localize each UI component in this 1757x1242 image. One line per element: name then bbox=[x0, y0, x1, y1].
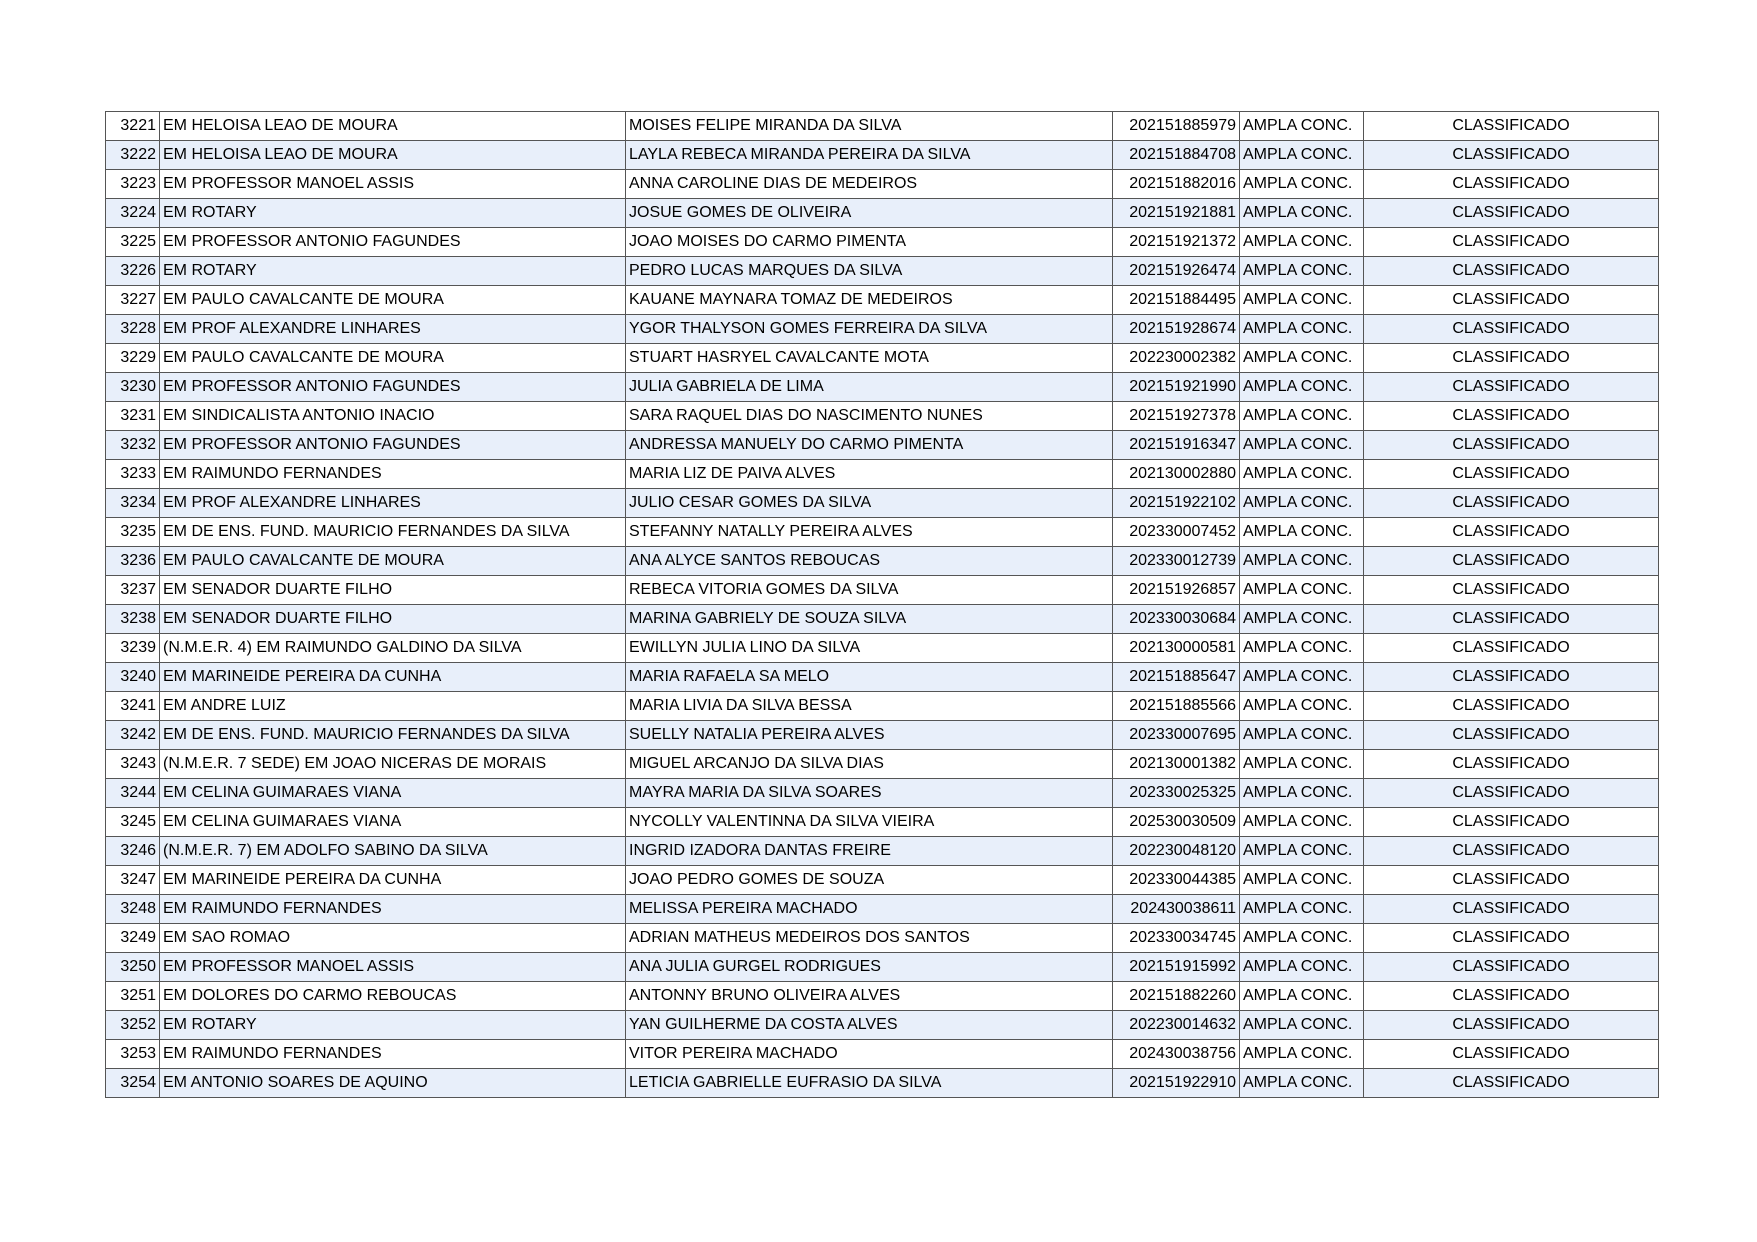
modality-cell: AMPLA CONC. bbox=[1240, 373, 1364, 402]
row-number-cell: 3232 bbox=[106, 431, 160, 460]
student-name-cell: LAYLA REBECA MIRANDA PEREIRA DA SILVA bbox=[626, 141, 1113, 170]
school-cell: EM PROFESSOR ANTONIO FAGUNDES bbox=[160, 228, 626, 257]
status-cell: CLASSIFICADO bbox=[1364, 605, 1659, 634]
registration-cell: 202151882016 bbox=[1113, 170, 1240, 199]
registration-cell: 202151882260 bbox=[1113, 982, 1240, 1011]
school-cell: EM ANTONIO SOARES DE AQUINO bbox=[160, 1069, 626, 1098]
student-name-cell: ANA JULIA GURGEL RODRIGUES bbox=[626, 953, 1113, 982]
modality-cell: AMPLA CONC. bbox=[1240, 808, 1364, 837]
status-cell: CLASSIFICADO bbox=[1364, 257, 1659, 286]
table-row bbox=[106, 344, 1659, 373]
registration-cell: 202151921881 bbox=[1113, 199, 1240, 228]
status-cell: CLASSIFICADO bbox=[1364, 982, 1659, 1011]
registration-cell: 202430038611 bbox=[1113, 895, 1240, 924]
school-cell: EM ROTARY bbox=[160, 1011, 626, 1040]
school-cell: EM PROFESSOR ANTONIO FAGUNDES bbox=[160, 431, 626, 460]
table-row bbox=[106, 141, 1659, 170]
school-cell: EM DOLORES DO CARMO REBOUCAS bbox=[160, 982, 626, 1011]
table-row bbox=[106, 692, 1659, 721]
table-row bbox=[106, 1011, 1659, 1040]
student-name-cell: MOISES FELIPE MIRANDA DA SILVA bbox=[626, 112, 1113, 141]
student-name-cell: ANA ALYCE SANTOS REBOUCAS bbox=[626, 547, 1113, 576]
school-cell: EM PROF ALEXANDRE LINHARES bbox=[160, 489, 626, 518]
table-row bbox=[106, 837, 1659, 866]
status-cell: CLASSIFICADO bbox=[1364, 692, 1659, 721]
row-number-cell: 3254 bbox=[106, 1069, 160, 1098]
row-number-cell: 3227 bbox=[106, 286, 160, 315]
table-row bbox=[106, 953, 1659, 982]
student-name-cell: MIGUEL ARCANJO DA SILVA DIAS bbox=[626, 750, 1113, 779]
status-cell: CLASSIFICADO bbox=[1364, 112, 1659, 141]
table-row bbox=[106, 199, 1659, 228]
student-name-cell: MARIA RAFAELA SA MELO bbox=[626, 663, 1113, 692]
modality-cell: AMPLA CONC. bbox=[1240, 228, 1364, 257]
row-number-cell: 3239 bbox=[106, 634, 160, 663]
table-row bbox=[106, 489, 1659, 518]
student-name-cell: YGOR THALYSON GOMES FERREIRA DA SILVA bbox=[626, 315, 1113, 344]
row-number-cell: 3249 bbox=[106, 924, 160, 953]
student-name-cell: ANTONNY BRUNO OLIVEIRA ALVES bbox=[626, 982, 1113, 1011]
student-name-cell: LETICIA GABRIELLE EUFRASIO DA SILVA bbox=[626, 1069, 1113, 1098]
modality-cell: AMPLA CONC. bbox=[1240, 1040, 1364, 1069]
registration-cell: 202151885647 bbox=[1113, 663, 1240, 692]
table-row bbox=[106, 402, 1659, 431]
row-number-cell: 3244 bbox=[106, 779, 160, 808]
table-row bbox=[106, 982, 1659, 1011]
student-name-cell: MARIA LIVIA DA SILVA BESSA bbox=[626, 692, 1113, 721]
row-number-cell: 3246 bbox=[106, 837, 160, 866]
table-row bbox=[106, 576, 1659, 605]
table-row bbox=[106, 257, 1659, 286]
modality-cell: AMPLA CONC. bbox=[1240, 924, 1364, 953]
status-cell: CLASSIFICADO bbox=[1364, 373, 1659, 402]
school-cell: EM PROFESSOR ANTONIO FAGUNDES bbox=[160, 373, 626, 402]
status-cell: CLASSIFICADO bbox=[1364, 228, 1659, 257]
student-name-cell: ANNA CAROLINE DIAS DE MEDEIROS bbox=[626, 170, 1113, 199]
modality-cell: AMPLA CONC. bbox=[1240, 199, 1364, 228]
modality-cell: AMPLA CONC. bbox=[1240, 605, 1364, 634]
modality-cell: AMPLA CONC. bbox=[1240, 953, 1364, 982]
student-name-cell: ANDRESSA MANUELY DO CARMO PIMENTA bbox=[626, 431, 1113, 460]
school-cell: (N.M.E.R. 7 SEDE) EM JOAO NICERAS DE MORAIS bbox=[160, 750, 626, 779]
registration-cell: 202151926857 bbox=[1113, 576, 1240, 605]
school-cell: EM SINDICALISTA ANTONIO INACIO bbox=[160, 402, 626, 431]
student-name-cell: JULIO CESAR GOMES DA SILVA bbox=[626, 489, 1113, 518]
student-name-cell: YAN GUILHERME DA COSTA ALVES bbox=[626, 1011, 1113, 1040]
status-cell: CLASSIFICADO bbox=[1364, 953, 1659, 982]
modality-cell: AMPLA CONC. bbox=[1240, 1069, 1364, 1098]
school-cell: EM ANDRE LUIZ bbox=[160, 692, 626, 721]
row-number-cell: 3253 bbox=[106, 1040, 160, 1069]
table-row bbox=[106, 315, 1659, 344]
school-cell: EM HELOISA LEAO DE MOURA bbox=[160, 112, 626, 141]
row-number-cell: 3229 bbox=[106, 344, 160, 373]
student-name-cell: JOSUE GOMES DE OLIVEIRA bbox=[626, 199, 1113, 228]
table-row bbox=[106, 634, 1659, 663]
student-name-cell: JOAO MOISES DO CARMO PIMENTA bbox=[626, 228, 1113, 257]
student-name-cell: JULIA GABRIELA DE LIMA bbox=[626, 373, 1113, 402]
school-cell: EM RAIMUNDO FERNANDES bbox=[160, 1040, 626, 1069]
registration-cell: 202430038756 bbox=[1113, 1040, 1240, 1069]
school-cell: EM DE ENS. FUND. MAURICIO FERNANDES DA SILVA bbox=[160, 518, 626, 547]
school-cell: EM RAIMUNDO FERNANDES bbox=[160, 895, 626, 924]
registration-cell: 202151927378 bbox=[1113, 402, 1240, 431]
registration-cell: 202151922910 bbox=[1113, 1069, 1240, 1098]
school-cell: EM HELOISA LEAO DE MOURA bbox=[160, 141, 626, 170]
modality-cell: AMPLA CONC. bbox=[1240, 895, 1364, 924]
status-cell: CLASSIFICADO bbox=[1364, 808, 1659, 837]
status-cell: CLASSIFICADO bbox=[1364, 866, 1659, 895]
student-name-cell: REBECA VITORIA GOMES DA SILVA bbox=[626, 576, 1113, 605]
row-number-cell: 3248 bbox=[106, 895, 160, 924]
row-number-cell: 3231 bbox=[106, 402, 160, 431]
table-row bbox=[106, 721, 1659, 750]
registration-cell: 202151884708 bbox=[1113, 141, 1240, 170]
modality-cell: AMPLA CONC. bbox=[1240, 837, 1364, 866]
results-table bbox=[105, 111, 1659, 1098]
registration-cell: 202230002382 bbox=[1113, 344, 1240, 373]
modality-cell: AMPLA CONC. bbox=[1240, 779, 1364, 808]
row-number-cell: 3223 bbox=[106, 170, 160, 199]
status-cell: CLASSIFICADO bbox=[1364, 721, 1659, 750]
registration-cell: 202151915992 bbox=[1113, 953, 1240, 982]
school-cell: EM SENADOR DUARTE FILHO bbox=[160, 605, 626, 634]
registration-cell: 202151928674 bbox=[1113, 315, 1240, 344]
student-name-cell: MARIA LIZ DE PAIVA ALVES bbox=[626, 460, 1113, 489]
modality-cell: AMPLA CONC. bbox=[1240, 518, 1364, 547]
modality-cell: AMPLA CONC. bbox=[1240, 547, 1364, 576]
modality-cell: AMPLA CONC. bbox=[1240, 866, 1364, 895]
modality-cell: AMPLA CONC. bbox=[1240, 721, 1364, 750]
status-cell: CLASSIFICADO bbox=[1364, 634, 1659, 663]
school-cell: EM PAULO CAVALCANTE DE MOURA bbox=[160, 547, 626, 576]
registration-cell: 202130002880 bbox=[1113, 460, 1240, 489]
row-number-cell: 3234 bbox=[106, 489, 160, 518]
modality-cell: AMPLA CONC. bbox=[1240, 1011, 1364, 1040]
table-row bbox=[106, 547, 1659, 576]
modality-cell: AMPLA CONC. bbox=[1240, 431, 1364, 460]
registration-cell: 202330030684 bbox=[1113, 605, 1240, 634]
table-row bbox=[106, 286, 1659, 315]
registration-cell: 202230048120 bbox=[1113, 837, 1240, 866]
status-cell: CLASSIFICADO bbox=[1364, 402, 1659, 431]
school-cell: EM SAO ROMAO bbox=[160, 924, 626, 953]
status-cell: CLASSIFICADO bbox=[1364, 1069, 1659, 1098]
table-row bbox=[106, 866, 1659, 895]
table-row bbox=[106, 518, 1659, 547]
table-row bbox=[106, 808, 1659, 837]
student-name-cell: MELISSA PEREIRA MACHADO bbox=[626, 895, 1113, 924]
status-cell: CLASSIFICADO bbox=[1364, 199, 1659, 228]
registration-cell: 202151921372 bbox=[1113, 228, 1240, 257]
modality-cell: AMPLA CONC. bbox=[1240, 315, 1364, 344]
student-name-cell: STUART HASRYEL CAVALCANTE MOTA bbox=[626, 344, 1113, 373]
modality-cell: AMPLA CONC. bbox=[1240, 402, 1364, 431]
modality-cell: AMPLA CONC. bbox=[1240, 257, 1364, 286]
status-cell: CLASSIFICADO bbox=[1364, 547, 1659, 576]
status-cell: CLASSIFICADO bbox=[1364, 518, 1659, 547]
row-number-cell: 3252 bbox=[106, 1011, 160, 1040]
registration-cell: 202151916347 bbox=[1113, 431, 1240, 460]
row-number-cell: 3240 bbox=[106, 663, 160, 692]
school-cell: EM CELINA GUIMARAES VIANA bbox=[160, 779, 626, 808]
registration-cell: 202230014632 bbox=[1113, 1011, 1240, 1040]
row-number-cell: 3228 bbox=[106, 315, 160, 344]
table-row bbox=[106, 1040, 1659, 1069]
status-cell: CLASSIFICADO bbox=[1364, 460, 1659, 489]
registration-cell: 202330044385 bbox=[1113, 866, 1240, 895]
table-row bbox=[106, 228, 1659, 257]
row-number-cell: 3230 bbox=[106, 373, 160, 402]
row-number-cell: 3250 bbox=[106, 953, 160, 982]
status-cell: CLASSIFICADO bbox=[1364, 431, 1659, 460]
student-name-cell: PEDRO LUCAS MARQUES DA SILVA bbox=[626, 257, 1113, 286]
school-cell: EM PAULO CAVALCANTE DE MOURA bbox=[160, 344, 626, 373]
student-name-cell: INGRID IZADORA DANTAS FREIRE bbox=[626, 837, 1113, 866]
school-cell: EM MARINEIDE PEREIRA DA CUNHA bbox=[160, 663, 626, 692]
school-cell: (N.M.E.R. 7) EM ADOLFO SABINO DA SILVA bbox=[160, 837, 626, 866]
school-cell: (N.M.E.R. 4) EM RAIMUNDO GALDINO DA SILVA bbox=[160, 634, 626, 663]
modality-cell: AMPLA CONC. bbox=[1240, 489, 1364, 518]
modality-cell: AMPLA CONC. bbox=[1240, 750, 1364, 779]
registration-cell: 202151885566 bbox=[1113, 692, 1240, 721]
status-cell: CLASSIFICADO bbox=[1364, 344, 1659, 373]
row-number-cell: 3225 bbox=[106, 228, 160, 257]
modality-cell: AMPLA CONC. bbox=[1240, 692, 1364, 721]
table-row bbox=[106, 373, 1659, 402]
registration-cell: 202151921990 bbox=[1113, 373, 1240, 402]
registration-cell: 202130001382 bbox=[1113, 750, 1240, 779]
row-number-cell: 3235 bbox=[106, 518, 160, 547]
modality-cell: AMPLA CONC. bbox=[1240, 460, 1364, 489]
table-row bbox=[106, 431, 1659, 460]
row-number-cell: 3222 bbox=[106, 141, 160, 170]
modality-cell: AMPLA CONC. bbox=[1240, 982, 1364, 1011]
school-cell: EM PROFESSOR MANOEL ASSIS bbox=[160, 953, 626, 982]
row-number-cell: 3245 bbox=[106, 808, 160, 837]
student-name-cell: JOAO PEDRO GOMES DE SOUZA bbox=[626, 866, 1113, 895]
modality-cell: AMPLA CONC. bbox=[1240, 576, 1364, 605]
registration-cell: 202530030509 bbox=[1113, 808, 1240, 837]
modality-cell: AMPLA CONC. bbox=[1240, 141, 1364, 170]
row-number-cell: 3224 bbox=[106, 199, 160, 228]
registration-cell: 202151922102 bbox=[1113, 489, 1240, 518]
registration-cell: 202151926474 bbox=[1113, 257, 1240, 286]
registration-cell: 202330007695 bbox=[1113, 721, 1240, 750]
table-row bbox=[106, 750, 1659, 779]
table-row bbox=[106, 460, 1659, 489]
status-cell: CLASSIFICADO bbox=[1364, 779, 1659, 808]
status-cell: CLASSIFICADO bbox=[1364, 141, 1659, 170]
school-cell: EM ROTARY bbox=[160, 257, 626, 286]
student-name-cell: ADRIAN MATHEUS MEDEIROS DOS SANTOS bbox=[626, 924, 1113, 953]
status-cell: CLASSIFICADO bbox=[1364, 895, 1659, 924]
student-name-cell: MAYRA MARIA DA SILVA SOARES bbox=[626, 779, 1113, 808]
student-name-cell: MARINA GABRIELY DE SOUZA SILVA bbox=[626, 605, 1113, 634]
registration-cell: 202330007452 bbox=[1113, 518, 1240, 547]
modality-cell: AMPLA CONC. bbox=[1240, 286, 1364, 315]
status-cell: CLASSIFICADO bbox=[1364, 170, 1659, 199]
student-name-cell: SARA RAQUEL DIAS DO NASCIMENTO NUNES bbox=[626, 402, 1113, 431]
table-row bbox=[106, 170, 1659, 199]
student-name-cell: STEFANNY NATALLY PEREIRA ALVES bbox=[626, 518, 1113, 547]
student-name-cell: EWILLYN JULIA LINO DA SILVA bbox=[626, 634, 1113, 663]
table-row bbox=[106, 779, 1659, 808]
modality-cell: AMPLA CONC. bbox=[1240, 344, 1364, 373]
row-number-cell: 3243 bbox=[106, 750, 160, 779]
table-row bbox=[106, 605, 1659, 634]
modality-cell: AMPLA CONC. bbox=[1240, 663, 1364, 692]
school-cell: EM RAIMUNDO FERNANDES bbox=[160, 460, 626, 489]
school-cell: EM PROFESSOR MANOEL ASSIS bbox=[160, 170, 626, 199]
school-cell: EM DE ENS. FUND. MAURICIO FERNANDES DA SILVA bbox=[160, 721, 626, 750]
status-cell: CLASSIFICADO bbox=[1364, 1011, 1659, 1040]
row-number-cell: 3241 bbox=[106, 692, 160, 721]
status-cell: CLASSIFICADO bbox=[1364, 750, 1659, 779]
student-name-cell: NYCOLLY VALENTINNA DA SILVA VIEIRA bbox=[626, 808, 1113, 837]
student-name-cell: KAUANE MAYNARA TOMAZ DE MEDEIROS bbox=[626, 286, 1113, 315]
student-name-cell: VITOR PEREIRA MACHADO bbox=[626, 1040, 1113, 1069]
status-cell: CLASSIFICADO bbox=[1364, 924, 1659, 953]
school-cell: EM SENADOR DUARTE FILHO bbox=[160, 576, 626, 605]
school-cell: EM MARINEIDE PEREIRA DA CUNHA bbox=[160, 866, 626, 895]
registration-cell: 202330025325 bbox=[1113, 779, 1240, 808]
status-cell: CLASSIFICADO bbox=[1364, 576, 1659, 605]
table-row bbox=[106, 112, 1659, 141]
modality-cell: AMPLA CONC. bbox=[1240, 112, 1364, 141]
registration-cell: 202151884495 bbox=[1113, 286, 1240, 315]
registration-cell: 202330034745 bbox=[1113, 924, 1240, 953]
row-number-cell: 3237 bbox=[106, 576, 160, 605]
status-cell: CLASSIFICADO bbox=[1364, 315, 1659, 344]
row-number-cell: 3242 bbox=[106, 721, 160, 750]
school-cell: EM PROF ALEXANDRE LINHARES bbox=[160, 315, 626, 344]
table-row bbox=[106, 924, 1659, 953]
registration-cell: 202330012739 bbox=[1113, 547, 1240, 576]
modality-cell: AMPLA CONC. bbox=[1240, 634, 1364, 663]
status-cell: CLASSIFICADO bbox=[1364, 837, 1659, 866]
registration-cell: 202151885979 bbox=[1113, 112, 1240, 141]
row-number-cell: 3238 bbox=[106, 605, 160, 634]
status-cell: CLASSIFICADO bbox=[1364, 489, 1659, 518]
school-cell: EM PAULO CAVALCANTE DE MOURA bbox=[160, 286, 626, 315]
status-cell: CLASSIFICADO bbox=[1364, 1040, 1659, 1069]
modality-cell: AMPLA CONC. bbox=[1240, 170, 1364, 199]
results-table-body bbox=[106, 112, 1659, 1098]
row-number-cell: 3233 bbox=[106, 460, 160, 489]
table-row bbox=[106, 895, 1659, 924]
row-number-cell: 3226 bbox=[106, 257, 160, 286]
school-cell: EM CELINA GUIMARAES VIANA bbox=[160, 808, 626, 837]
row-number-cell: 3247 bbox=[106, 866, 160, 895]
student-name-cell: SUELLY NATALIA PEREIRA ALVES bbox=[626, 721, 1113, 750]
row-number-cell: 3221 bbox=[106, 112, 160, 141]
school-cell: EM ROTARY bbox=[160, 199, 626, 228]
row-number-cell: 3251 bbox=[106, 982, 160, 1011]
status-cell: CLASSIFICADO bbox=[1364, 663, 1659, 692]
table-row bbox=[106, 1069, 1659, 1098]
registration-cell: 202130000581 bbox=[1113, 634, 1240, 663]
status-cell: CLASSIFICADO bbox=[1364, 286, 1659, 315]
row-number-cell: 3236 bbox=[106, 547, 160, 576]
table-row bbox=[106, 663, 1659, 692]
